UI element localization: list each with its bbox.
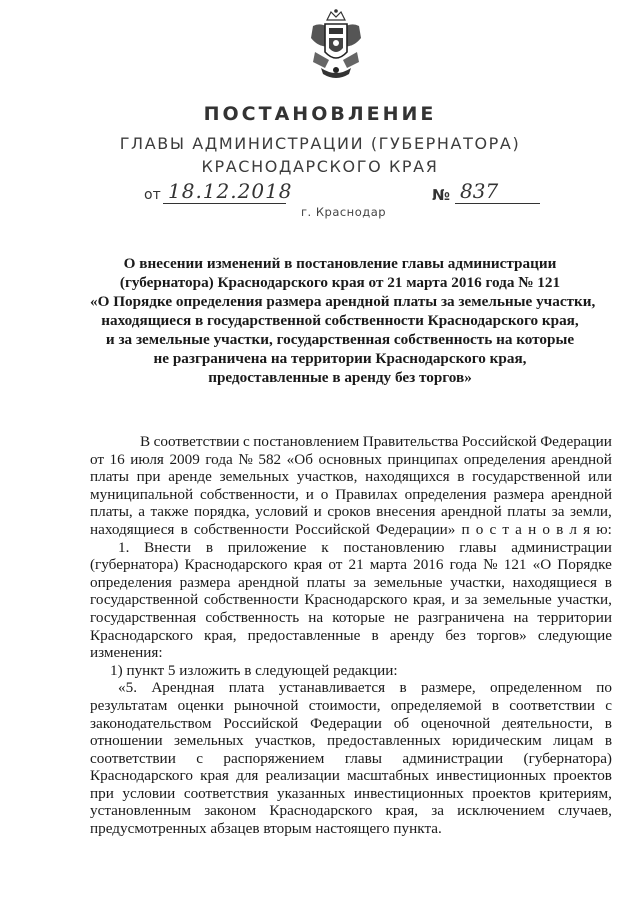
subject-line: не разграничена на территории Краснодарского края, (153, 350, 527, 367)
subject-line: находящиеся в государственной собственности Краснодарского края, (101, 312, 579, 329)
subject-line: «О Порядке определения размера арендной платы за земельные участки, (90, 293, 596, 310)
city-label: г. Краснодар (301, 205, 387, 219)
issuer-line-1: ГЛАВЫ АДМИНИСТРАЦИИ (ГУБЕРНАТОРА) (119, 134, 521, 153)
body-line: государственной собственности Краснодарского края, и за земельные участки, (90, 591, 612, 609)
date-prefix: от (144, 187, 161, 203)
body-line: платы, а также порядка, условий и сроков внесения арендной платы за земли, (90, 503, 612, 521)
body-line: муниципальной собственности, и о Правилах определения размера арендной (90, 485, 612, 503)
number-prefix: № (432, 186, 451, 204)
body-line: «5. Арендная плата устанавливается в размере, определенном по (118, 679, 612, 697)
subject-line: (губернатора) Краснодарского края от 21 марта 2016 года № 121 (119, 274, 561, 291)
body-line: отношении земельных участков, предоставленных юридическим лицам в (90, 732, 612, 750)
document-subject-title (90, 254, 596, 387)
body-line: установленным законом Краснодарского края, за исключением случаев, (90, 802, 612, 820)
body-line: законодательством Российской Федерации об оценочной деятельности, в (90, 714, 612, 732)
body-line: изменения: (90, 644, 163, 662)
document-type-title: ПОСТАНОВЛЕНИЕ (203, 103, 437, 125)
issuer-line-2: КРАСНОДАРСКОГО КРАЯ (201, 157, 439, 176)
body-line: предусмотренных абзацев вторым настоящего пункта. (90, 820, 442, 838)
body-line: находящиеся в собственности Российской Федерации» п о с т а н о в л я ю: (90, 520, 612, 538)
body-line: Краснодарского края для реализации масштабных инвестиционных проектов (90, 767, 612, 785)
body-line: (губернатора) Краснодарского края от 21 марта 2016 года № 121 «О Порядке (90, 556, 612, 574)
coat-of-arms-icon (307, 8, 365, 82)
subject-line: О внесении изменений в постановление главы администрации (123, 255, 557, 272)
subject-line: и за земельные участки, государственная собственность на которые (105, 331, 575, 348)
body-line: при условии соответствия указанных инвестиционных проектов критериям, (90, 784, 612, 802)
body-line: государственная собственность на которые не разграничена на территории (90, 608, 612, 626)
document-number: 837 (455, 179, 540, 204)
document-body (90, 433, 612, 838)
body-line: платы при аренде земельных участков, находящихся в государственной или (90, 468, 612, 486)
body-line: соответствии с распоряжением главы администрации (губернатора) (90, 749, 612, 767)
subject-line: предоставленные в аренду без торгов» (208, 369, 472, 386)
body-line: 1. Внести в приложение к постановлению главы администрации (118, 538, 612, 556)
body-line: от 16 июля 2009 года № 582 «Об основных принципах определения арендной (90, 450, 612, 468)
body-line: результатам оценки рыночной стоимости, определяемой в соответствии с (90, 696, 612, 714)
document-date: 18.12.2018 (163, 179, 286, 204)
body-line: 1) пункт 5 изложить в следующей редакции: (110, 661, 398, 679)
body-line: В соответствии с постановлением Правительства Российской Федерации (140, 433, 612, 450)
body-line: Краснодарского края, предоставленные в аренду без торгов» следующие (90, 626, 612, 644)
body-line: определения размера арендной платы за земельные участки, находящиеся в (90, 573, 612, 591)
